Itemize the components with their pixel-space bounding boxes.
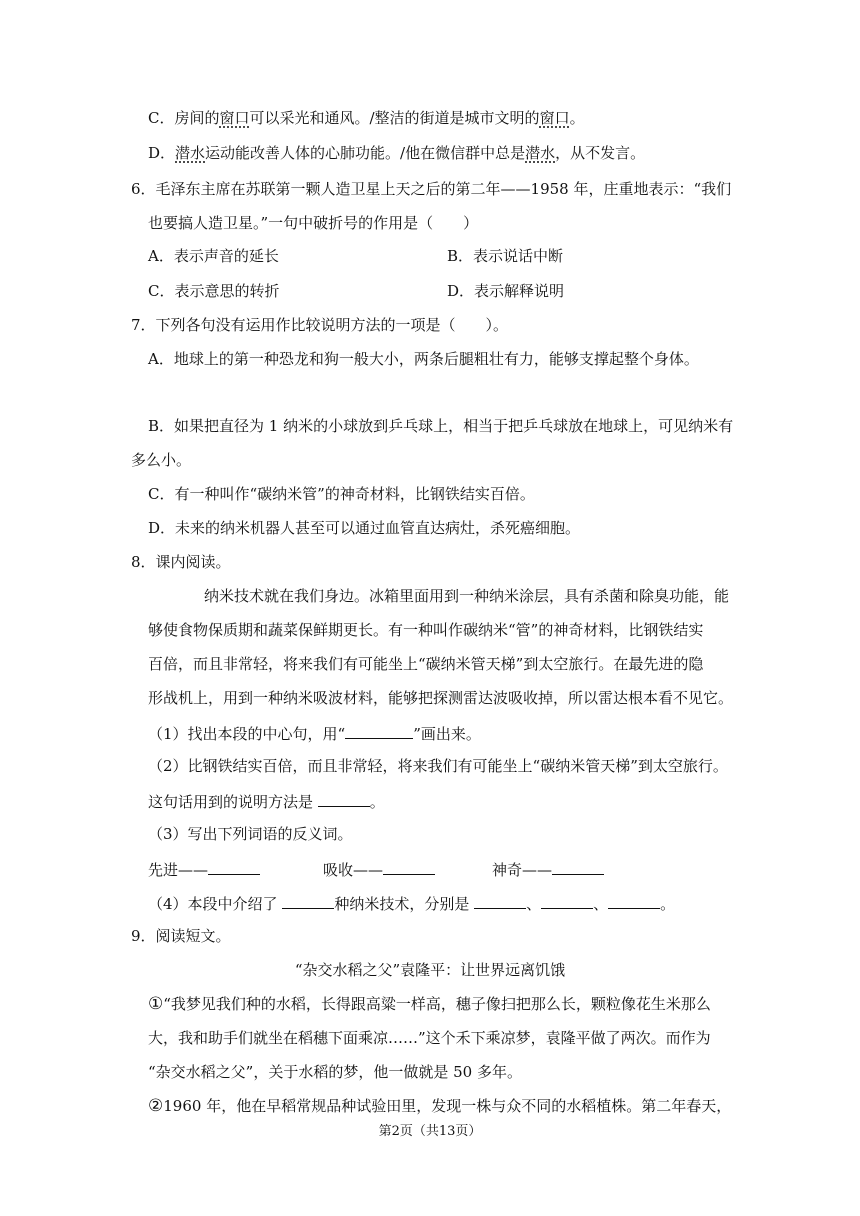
answer-blank[interactable]: [541, 892, 593, 909]
answer-blank[interactable]: [208, 858, 260, 875]
answer-blank[interactable]: [345, 722, 413, 739]
q6-stem-line1: 6．毛泽东主席在苏联第一颗人造卫星上天之后的第二年——1958 年，庄重地表示：“我们: [131, 180, 732, 198]
q6-option-b[interactable]: B．表示说话中断: [447, 247, 564, 265]
q8-sub3: （3）写出下列词语的反义词。: [148, 825, 353, 843]
q6-option-c[interactable]: C．表示意思的转折: [148, 282, 280, 300]
answer-blank[interactable]: [552, 858, 604, 875]
q9-para1-line2: 大，我和助手们就坐在稻穗下面乘凉……”这个禾下乘凉梦，袁隆平做了两次。而作为: [148, 1029, 711, 1047]
answer-blank[interactable]: [608, 892, 660, 909]
answer-blank[interactable]: [318, 790, 370, 807]
q7-option-b-line2[interactable]: 多么小。: [131, 451, 192, 469]
answer-blank[interactable]: [383, 858, 435, 875]
q5-option-c[interactable]: C．房间的窗口可以采光和通风。/整洁的街道是城市文明的窗口。: [148, 109, 585, 127]
paragraph-number: ①: [148, 994, 164, 1014]
q8-antonym-1: 先进——: [148, 858, 260, 880]
q5-option-d[interactable]: D．潜水运动能改善人体的心肺功能。/他在微信群中总是潜水，从不发言。: [148, 144, 646, 162]
q9-para1-line1: ①“我梦见我们种的水稻，长得跟高粱一样高，穗子像扫把那么长，颗粒像花生米那么: [148, 994, 711, 1014]
page-footer: 第2页（共13页）: [378, 1124, 482, 1139]
q8-sub4: （4）本段中介绍了 种纳米技术，分别是 、 、 。: [148, 892, 675, 914]
paragraph-number: ②: [148, 1096, 164, 1116]
q6-stem-line2: 也要搞人造卫星。”一句中破折号的作用是（ ）: [148, 214, 479, 232]
q9-para1-line3: “杂交水稻之父”，关于水稻的梦，他一做就是 50 多年。: [148, 1063, 522, 1081]
q8-sub2-line1: （2）比钢铁结实百倍，而且非常轻，将来我们有可能坐上“碳纳米管天梯”到太空旅行。: [148, 757, 728, 775]
q8-passage-line3: 百倍，而且非常轻，将来我们有可能坐上“碳纳米管天梯”到太空旅行。在最先进的隐: [148, 655, 704, 673]
q8-antonym-2: 吸收——: [323, 858, 435, 880]
q9-para2-line1: ②1960 年，他在早稻常规品种试验田里，发现一株与众不同的水稻植株。第二年春天，: [148, 1096, 732, 1116]
q7-option-d[interactable]: D．未来的纳米机器人甚至可以通过血管直达病灶，杀死癌细胞。: [148, 519, 581, 537]
q6-option-d[interactable]: D．表示解释说明: [447, 282, 565, 300]
q8-sub2-line2: 这句话用到的说明方法是 。: [148, 790, 385, 812]
q7-stem: 7．下列各句没有运用作比较说明方法的一项是（ ）。: [131, 316, 509, 334]
answer-blank[interactable]: [282, 892, 334, 909]
q7-option-c[interactable]: C．有一种叫作“碳纳米管”的神奇材料，比钢铁结实百倍。: [148, 485, 535, 503]
q8-sub1: （1）找出本段的中心句，用“ ”画出来。: [148, 722, 481, 744]
q8-antonym-3: 神奇——: [492, 858, 604, 880]
q8-passage-line4: 形战机上，用到一种纳米吸波材料，能够把探测雷达波吸收掉，所以雷达根本看不见它。: [148, 689, 734, 707]
q9-article-title: “杂交水稻之父”袁隆平：让世界远离饥饿: [294, 961, 566, 979]
q8-passage-line1: 纳米技术就在我们身边。冰箱里面用到一种纳米涂层，具有杀菌和除臭功能，能: [204, 587, 730, 605]
q9-stem: 9．阅读短文。: [131, 927, 231, 945]
q8-stem: 8．课内阅读。: [131, 553, 231, 571]
q7-option-a[interactable]: A．地球上的第一种恐龙和狗一般大小，两条后腿粗壮有力，能够支撑起整个身体。: [148, 350, 699, 368]
q8-passage-line2: 够使食物保质期和蔬菜保鲜期更长。有一种叫作碳纳米“管”的神奇材料，比钢铁结实: [148, 621, 704, 639]
q6-option-a[interactable]: A．表示声音的延长: [148, 247, 279, 265]
q7-option-b-line1[interactable]: B．如果把直径为 1 纳米的小球放到乒乓球上，相当于把乒乓球放在地球上，可见纳米有: [148, 417, 734, 435]
answer-blank[interactable]: [474, 892, 526, 909]
